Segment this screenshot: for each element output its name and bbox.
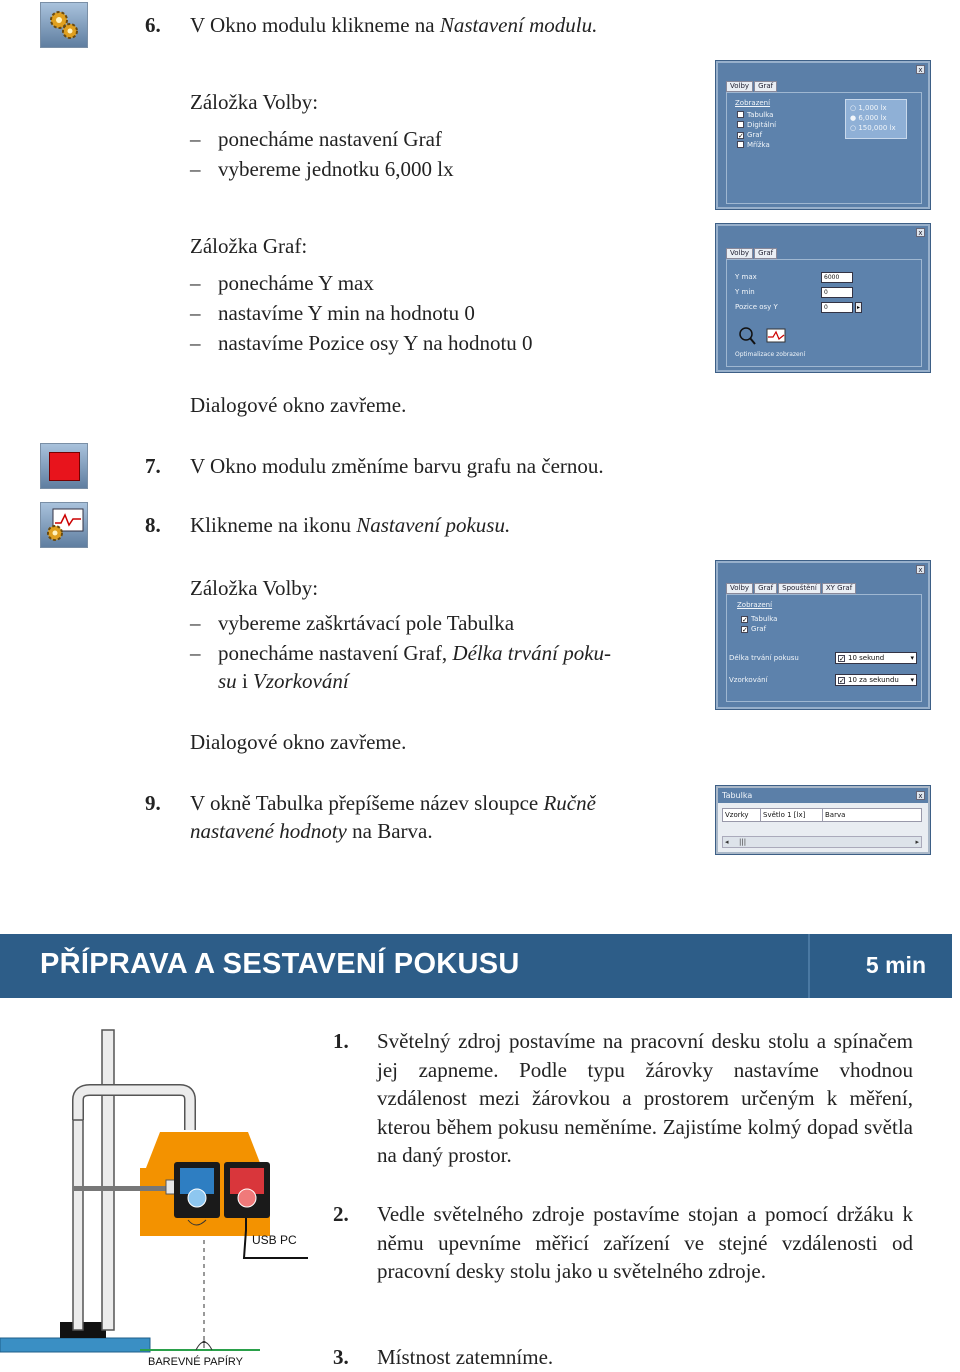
column-header[interactable]: Světlo 1 [lx] [761, 809, 823, 821]
step-3-number: 3. [333, 1345, 349, 1369]
tab-graf[interactable]: Graf [754, 583, 777, 594]
axis-position-input[interactable]: 0 [821, 302, 853, 313]
section-header [0, 934, 952, 998]
tab-volby-title: Záložka Volby: [190, 576, 319, 600]
step-7-text: V Okno modulu změníme barvu grafu na černou. [190, 454, 604, 478]
close-icon[interactable]: x [916, 565, 925, 574]
list-item: vybereme jednotku 6,000 lx [218, 157, 454, 181]
list-item-continued: su i Vzorkování [218, 669, 349, 693]
step-3-text: Místnost zatemníme. [377, 1345, 554, 1369]
step-9-number: 9. [145, 791, 161, 815]
tab-volby-title: Záložka Volby: [190, 90, 319, 114]
step-8-text: Klikneme na ikonu Nastavení pokusu. [190, 513, 511, 537]
tab-graf[interactable]: Graf [754, 248, 777, 259]
step-6-number: 6. [145, 13, 161, 37]
sampling-label: Vzorkování [729, 676, 768, 684]
step-1-text: Světelný zdroj postavíme na pracovní desku stolu a spínačem jej zapneme. Podle typu žárovky nastavíme vhodnou vzdálenost mezi žárovkou a prostorem určeným k měření, kterou během pokusu neměníme. Zajistíme kolmý dopad světla na daný prostor. [377, 1029, 913, 1167]
tab-volby[interactable]: Volby [726, 248, 753, 259]
checkbox-graf[interactable]: ✓ Graf [742, 625, 767, 634]
radio-150000[interactable]: ○ 150,000 lx [850, 124, 896, 132]
horizontal-scrollbar[interactable]: ◂ ||| ▸ [722, 836, 922, 848]
arrow-right-icon[interactable]: ▸ [856, 304, 860, 311]
paper-label: BAREVNÉ PAPÍRY [148, 1356, 243, 1368]
step-9-text-continued: nastavené hodnoty na Barva. [190, 819, 433, 843]
bullet-dash: – [190, 127, 201, 151]
column-header[interactable]: Vzorky [723, 809, 761, 821]
sampling-select[interactable]: ✓ 10 za sekundu ▾ [835, 674, 917, 686]
duration-label: Délka trvání pokusu [729, 654, 799, 662]
table-header [722, 808, 922, 822]
ymin-input[interactable]: 0 [821, 287, 853, 298]
list-item: nastavíme Pozice osy Y na hodnotu 0 [218, 331, 533, 355]
list-item: nastavíme Y min na hodnotu 0 [218, 301, 475, 325]
close-icon[interactable]: x [916, 791, 925, 800]
group-label: Zobrazení [735, 99, 771, 107]
column-header[interactable]: Barva [825, 811, 846, 819]
checkbox-graf[interactable]: ✓ Graf [738, 131, 763, 140]
close-dialog-text: Dialogové okno zavřeme. [190, 393, 407, 417]
checkbox-mrizka[interactable]: Mřížka [737, 141, 770, 150]
radio-6000[interactable]: ● 6,000 lx [850, 114, 887, 122]
bullet-dash: – [190, 301, 201, 325]
step-9-text: V okně Tabulka přepíšeme název sloupce Ručně [190, 791, 596, 815]
dialog-experiment-screenshot [716, 561, 930, 709]
dialog-volby-screenshot [716, 61, 930, 209]
list-item: vybereme zaškrtávací pole Tabulka [218, 611, 515, 635]
group-label: Zobrazení [737, 601, 773, 609]
tab-spousteni[interactable]: Spouštění [778, 583, 821, 594]
close-icon[interactable]: x [916, 65, 925, 74]
bullet-dash: – [190, 157, 201, 181]
bullet-dash: – [190, 331, 201, 355]
close-dialog-text: Dialogové okno zavřeme. [190, 730, 407, 754]
apparatus-diagram [0, 1020, 320, 1368]
list-item: ponecháme Y max [218, 271, 374, 295]
step-1-number: 1. [333, 1029, 349, 1053]
checkbox-tabulka[interactable]: Tabulka [737, 111, 773, 120]
section-title: PŘÍPRAVA A SESTAVENÍ POKUSU [40, 948, 520, 980]
tab-graf-title: Záložka Graf: [190, 234, 308, 258]
checkbox-digitalni[interactable]: Digitální [737, 121, 776, 130]
optimize-icons[interactable] [737, 326, 789, 346]
step-2-text: Vedle světelného zdroje postavíme stojan a pomocí držáku k němu upevníme měřicí zařízení ve stejné vzdálenosti od pracovní desky stolu jako u světelného zdroje. [377, 1202, 913, 1283]
module-settings-icon[interactable] [40, 2, 88, 48]
graph-color-icon[interactable] [40, 443, 88, 489]
duration-select[interactable]: ✓ 10 sekund ▾ [835, 652, 917, 664]
checkbox-tabulka[interactable]: ✓ Tabulka [742, 615, 778, 624]
window-title: Tabulka [722, 791, 753, 800]
tab-xy-graf[interactable]: XY Graf [822, 583, 856, 594]
tab-graf[interactable]: Graf [754, 81, 777, 92]
table-window-screenshot [716, 786, 930, 854]
unit-radio-group [845, 99, 907, 139]
ymax-label: Y max [735, 273, 757, 281]
optimize-label: Optimalizace zobrazení [735, 351, 806, 358]
list-item: ponecháme nastavení Graf [218, 127, 442, 151]
close-icon[interactable]: x [916, 228, 925, 237]
radio-1000[interactable]: ○ 1,000 lx [850, 104, 887, 112]
bullet-dash: – [190, 641, 201, 665]
dialog-graf-screenshot [716, 224, 930, 372]
step-6-text: V Okno modulu klikneme na Nastavení modulu. [190, 13, 598, 37]
usb-label: USB PC [252, 1233, 297, 1247]
axis-position-label: Pozice osy Y [735, 303, 778, 311]
list-item: ponecháme nastavení Graf, Délka trvání poku- [218, 641, 612, 665]
experiment-settings-icon[interactable] [40, 502, 88, 548]
section-duration: 5 min [865, 952, 926, 978]
tab-volby[interactable]: Volby [726, 81, 753, 92]
title-bar [718, 788, 928, 803]
step-7-number: 7. [145, 454, 161, 478]
bullet-dash: – [190, 611, 201, 635]
tab-volby[interactable]: Volby [726, 583, 753, 594]
ymax-input[interactable]: 6000 [821, 272, 853, 283]
bullet-dash: – [190, 271, 201, 295]
step-2-number: 2. [333, 1202, 349, 1226]
step-8-number: 8. [145, 513, 161, 537]
ymin-label: Y min [735, 288, 755, 296]
